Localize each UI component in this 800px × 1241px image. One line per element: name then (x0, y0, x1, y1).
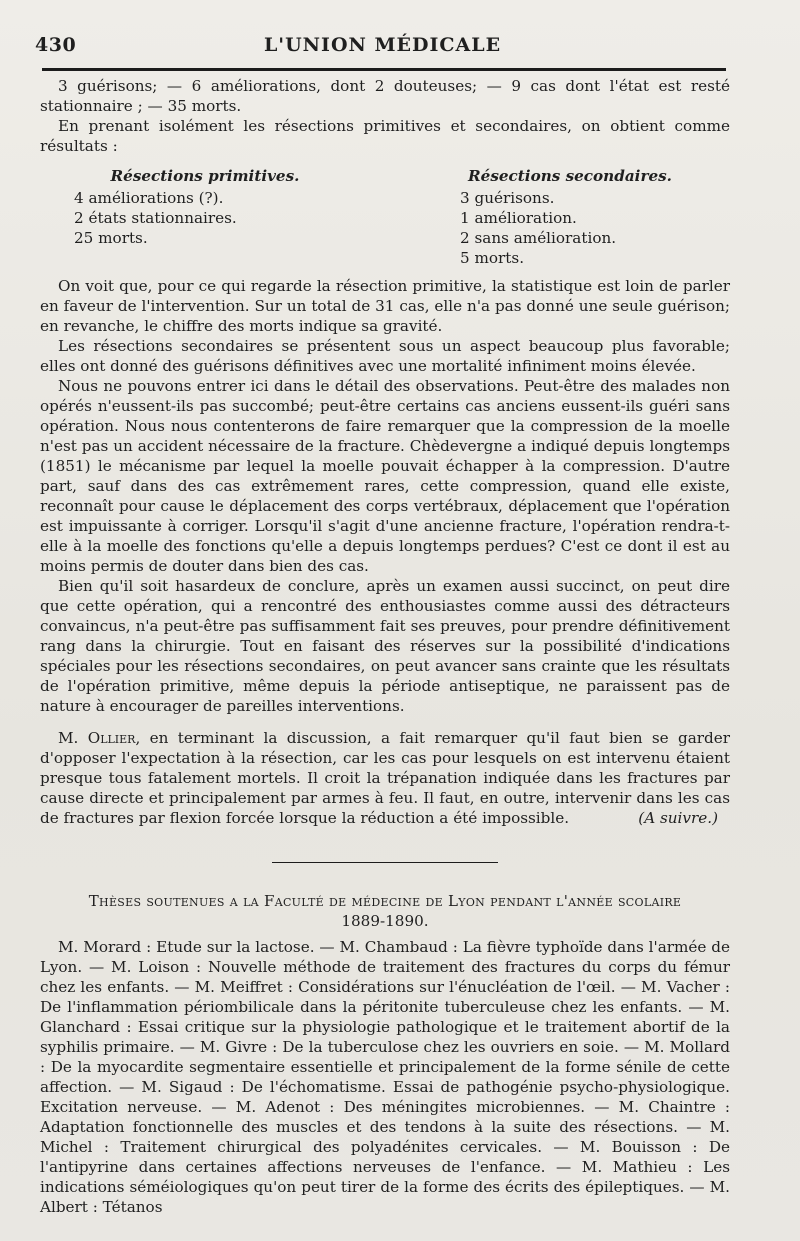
theses-list: M. Morard : Etude sur la lactose. — M. Chambaud : La fièvre typhoïde dans l'armée de Lyon. — M. Loison : Nouvelle méthode de traitement des fractures du corps du fémur chez les enfants. — M. Meiffret : Considérations sur l'énucléation de l'œil. — M. Vacher : De l'inflammation périombilicale dans la péritonite tuberculeuse chez les enfants. — M. Glanchard : Essai critique sur la physiologie pathologique et le traitement abortif de la syphilis primaire. — M. Givre : De la tuberculose chez les ouvriers en soie. — M. Mollard : De la myocardite segmentaire essentielle et principalement de la forme sénile de cette affection. — M. Sigaud : De l'échomatisme. Essai de pathogénie psycho-physiologique. Excitation nerveuse. — M. Adenot : Des méningites microbiennes. — M. Chaintre : Adaptation fonctionnelle des muscles et des tendons à la suite des résections. — M. Michel : Traitement chirurgical des polyadénites cervicales. — M. Bouisson : De l'antipyrine dans certaines affections nerveuses de l'enfance. — M. Mathieu : Les indications séméiologiques qu'on peut tirer de la forme des écrits des épileptiques. — M. Albert : Tétanos (40, 938, 730, 1216)
secondary-resections-heading: Résections secondaires. (468, 167, 672, 185)
primary-result-item: 4 améliorations (?). (74, 189, 224, 207)
to-be-continued: (A suivre.) (638, 809, 718, 827)
primary-result-item: 2 états stationnaires. (74, 209, 237, 227)
secondary-resections-column (410, 166, 730, 268)
running-title: L'UNION MÉDICALE (263, 34, 502, 56)
secondary-result-item: 1 amélioration. (460, 209, 577, 227)
paragraph-conclusion: Bien qu'il soit hasardeux de conclure, après un examen aussi succinct, on peut dire que cette opération, qui a rencontré des enthousiastes comme aussi des détracteurs convaincus, n'a peut-être pas suffisamment fait ses preuves, pour prendre définitivement rang dans la chirurgie. Tout en faisant des réserves sur la possibilité d'indications spéciales pour les résections secondaires, on peut avancer sans crainte que les résultats de l'opération primitive, même depuis la période antiseptique, ne paraissent pas de nature à encourager de pareilles interventions. (40, 577, 730, 715)
secondary-result-item: 3 guérisons. (460, 189, 555, 207)
theses-heading: Thèses soutenues a la Faculté de médecine de Lyon pendant l'année scolaire (88, 892, 682, 910)
results-columns (40, 166, 730, 268)
author-name: M. Ollier (58, 729, 136, 747)
statistics-line: 3 guérisons; — 6 améliorations, dont 2 douteuses; — 9 cas dont l'état est resté stationnaire ; — 35 morts. (40, 77, 730, 115)
page-number: 430 (35, 34, 77, 56)
paragraph-primary-resection: On voit que, pour ce qui regarde la résection primitive, la statistique est loin de parler en faveur de l'intervention. Sur un total de 31 cas, elle n'a pas donné une seule guérison; en revanche, le chiffre des morts indique sa gravité. (40, 277, 730, 335)
paragraph-secondary-resection: Les résections secondaires se présentent sous un aspect beaucoup plus favorable; elles ont donné des guérisons définitives avec une mortalité infiniment moins élevée. (40, 337, 730, 375)
theses-year: 1889-1890. (341, 912, 429, 930)
section-divider (272, 862, 498, 863)
intro-results: En prenant isolément les résections primitives et secondaires, on obtient comme résultats : (40, 117, 730, 155)
paragraph-observations: Nous ne pouvons entrer ici dans le détail des observations. Peut-être des malades non opérés n'eussent-ils pas succombé; peut-être certains cas anciens eussent-ils guéri sans opération. Nous nous contenterons de faire remarquer que la compression de la moelle n'est pas un accident nécessaire de la fracture. Chèdevergne a indiqué depuis longtemps (1851) le mécanisme par lequel la moelle pouvait échapper à la compression. D'autre part, sauf dans des cas extrêmement rares, cette compression, quand elle existe, reconnaît pour cause le déplacement des corps vertébraux, déplacement que l'opération est impuissante à corriger. Lorsqu'il s'agit d'une ancienne fracture, l'opération rendra-t-elle à la moelle des fonctions qu'elle a depuis longtemps perdues? C'est ce dont il est au moins permis de douter dans bien des cas. (40, 377, 730, 575)
paragraph-ollier-text: , en terminant la discussion, a fait remarquer qu'il faut bien se garder d'opposer l'expectation à la résection, car les cas pour lesquels on est intervenu étaient presque tous fatalement mortels. Il croit la trépanation indiquée dans les fractures par cause directe et principalement par armes à feu. Il faut, en outre, intervenir dans les cas de fractures par flexion forcée lorsque la réduction a été impossible. (40, 729, 730, 827)
secondary-result-item: 2 sans amélioration. (460, 229, 617, 247)
primary-resections-column (40, 166, 370, 268)
header-rule (42, 68, 726, 71)
paragraph-ollier (40, 728, 730, 828)
article-body (40, 76, 730, 1217)
primary-resections-heading: Résections primitives. (110, 167, 300, 185)
secondary-result-item: 5 morts. (460, 249, 525, 267)
primary-result-item: 25 morts. (74, 229, 148, 247)
page-header (35, 34, 730, 60)
